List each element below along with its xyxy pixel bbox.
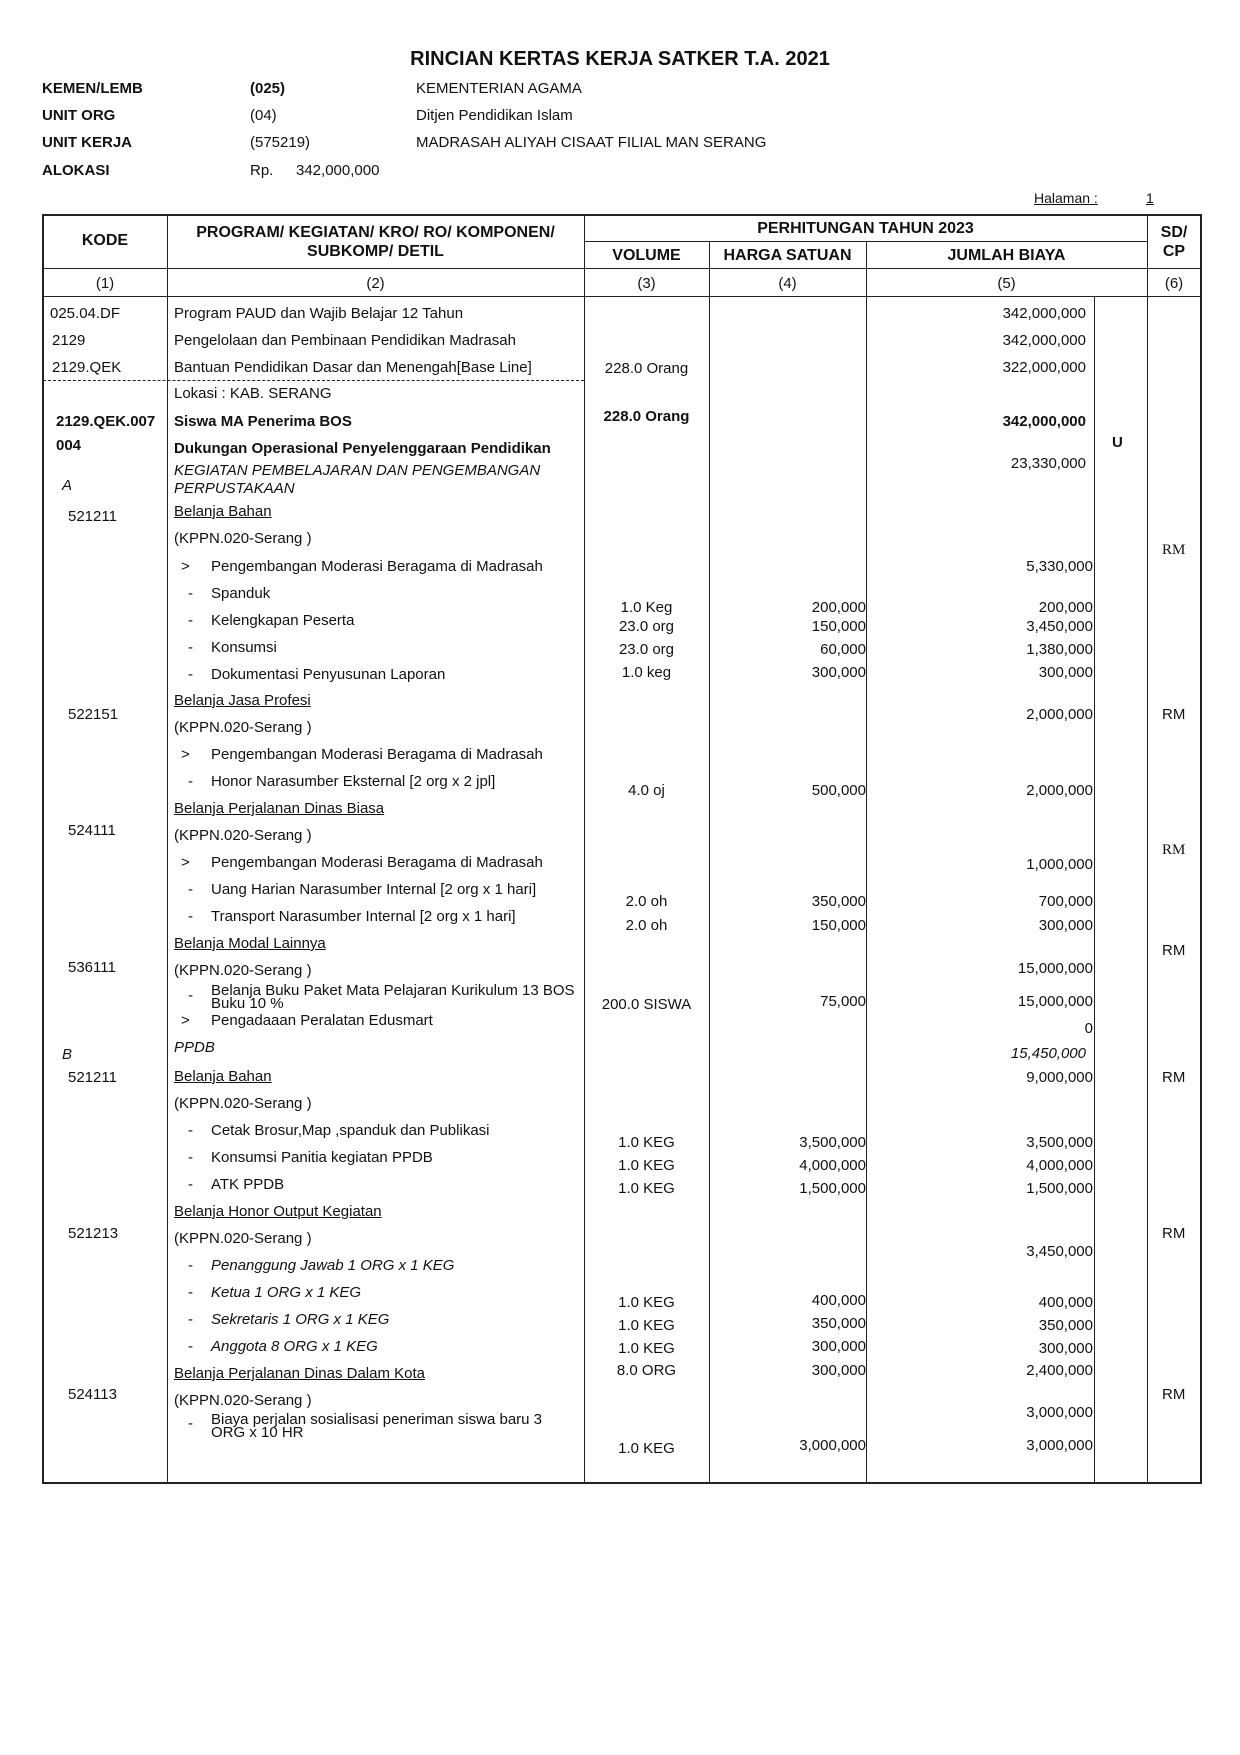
row-kode: 524111 <box>68 822 116 839</box>
row-jumlah: 700,000 <box>1038 893 1093 910</box>
header-jumlah: JUMLAH BIAYA <box>947 247 1066 264</box>
colnum-2: (2) <box>366 275 385 292</box>
row-volume: 23.0 org <box>618 641 675 658</box>
row-desc: Belanja Perjalanan Dinas Biasa <box>174 800 385 817</box>
kemen-name: KEMENTERIAN AGAMA <box>416 80 582 97</box>
row-jumlah: 3,000,000 <box>1026 1404 1093 1421</box>
row-desc: Konsumsi <box>211 639 277 656</box>
row-sd: RM <box>1162 842 1186 858</box>
row-harga: 400,000 <box>811 1292 866 1309</box>
row-volume: 1.0 KEG <box>618 1157 675 1174</box>
row-desc: PPDB <box>174 1039 215 1056</box>
row-desc: Kelengkapan Peserta <box>211 612 355 629</box>
row-jumlah: 300,000 <box>1038 917 1093 934</box>
row-mark: - <box>188 1338 193 1355</box>
row-desc-l2: ORG x 10 HR <box>211 1424 304 1441</box>
row-desc-l1: Belanja Buku Paket Mata Pelajaran Kurikulum 13 BOS <box>211 982 575 999</box>
row-mark: - <box>188 639 193 656</box>
header-perhitungan: PERHITUNGAN TAHUN 2023 <box>757 220 974 237</box>
row-jumlah: 300,000 <box>1038 664 1093 681</box>
row-desc: Transport Narasumber Internal [2 org x 1 hari] <box>211 908 516 925</box>
alokasi-value: 342,000,000 <box>296 162 380 179</box>
row-harga: 4,000,000 <box>799 1157 866 1174</box>
row-mark: > <box>181 746 190 763</box>
row-desc: (KPPN.020-Serang ) <box>174 827 312 844</box>
row-desc: Penanggung Jawab 1 ORG x 1 KEG <box>211 1257 455 1274</box>
row-jumlah: 300,000 <box>1038 1340 1093 1357</box>
row-desc: (KPPN.020-Serang ) <box>174 962 312 979</box>
row-volume: 1.0 KEG <box>618 1180 675 1197</box>
row-mark: > <box>181 854 190 871</box>
alokasi-currency: Rp. <box>250 162 274 179</box>
row-jumlah: 15,000,000 <box>1017 960 1093 977</box>
colnum-3: (3) <box>637 275 656 292</box>
row-desc-l1: Biaya perjalan sosialisasi peneriman siswa baru 3 <box>211 1411 543 1428</box>
row-mark: - <box>188 1176 193 1193</box>
row-desc: Honor Narasumber Eksternal [2 org x 2 jpl] <box>211 773 496 790</box>
row-volume: 1.0 KEG <box>618 1340 675 1357</box>
row-sd: RM <box>1162 1225 1186 1242</box>
row-mark: - <box>188 987 193 1004</box>
row-volume: 4.0 oj <box>628 782 665 799</box>
row-harga: 150,000 <box>811 618 866 635</box>
row-desc: Bantuan Pendidikan Dasar dan Menengah[Base Line] <box>174 359 532 376</box>
row-jumlah: 1,500,000 <box>1026 1180 1093 1197</box>
row-jumlah: 350,000 <box>1038 1317 1093 1334</box>
row-desc: Siswa MA Penerima BOS <box>174 413 352 430</box>
row-jumlah: 2,000,000 <box>1026 782 1093 799</box>
col-divider <box>1094 297 1095 1483</box>
row-jumlah: 1,000,000 <box>1026 856 1093 873</box>
row-harga: 75,000 <box>820 993 866 1010</box>
row-desc: Belanja Honor Output Kegiatan <box>174 1203 382 1220</box>
row-desc: Pengadaaan Peralatan Edusmart <box>211 1012 433 1029</box>
row-harga: 300,000 <box>811 1338 866 1355</box>
row-kode: B <box>62 1046 73 1063</box>
row-desc: Anggota 8 ORG x 1 KEG <box>211 1338 378 1355</box>
row-jumlah: 400,000 <box>1038 1294 1093 1311</box>
row-mark: - <box>188 773 193 790</box>
row-desc: Pengelolaan dan Pembinaan Pendidikan Madrasah <box>174 332 516 349</box>
unitkerja-code: (575219) <box>250 134 311 151</box>
col-divider <box>167 215 168 1483</box>
row-mark: - <box>188 612 193 629</box>
row-kode: 522151 <box>68 706 119 723</box>
header-program-l2: SUBKOMP/ DETIL <box>307 243 444 260</box>
row-desc: Lokasi : KAB. SERANG <box>174 385 332 402</box>
row-jumlah: 342,000,000 <box>1002 305 1086 322</box>
row-volume: 228.0 Orang <box>603 408 690 425</box>
row-desc: (KPPN.020-Serang ) <box>174 1392 312 1409</box>
row-mark: - <box>188 1415 193 1432</box>
row-mark: - <box>188 1284 193 1301</box>
row-desc: ATK PPDB <box>211 1176 285 1193</box>
row-mark: - <box>188 1257 193 1274</box>
row-desc: Dukungan Operasional Penyelenggaraan Pendidikan <box>174 440 551 457</box>
row-sd: RM <box>1162 542 1186 558</box>
row-jumlah: 9,000,000 <box>1026 1069 1093 1086</box>
row-desc: Program PAUD dan Wajib Belajar 12 Tahun <box>174 305 464 322</box>
header-program-l1: PROGRAM/ KEGIATAN/ KRO/ RO/ KOMPONEN/ <box>196 224 555 241</box>
unitkerja-name: MADRASAH ALIYAH CISAAT FILIAL MAN SERANG <box>416 134 767 151</box>
row-desc: Pengembangan Moderasi Beragama di Madrasah <box>211 854 543 871</box>
row-desc: Belanja Jasa Profesi <box>174 692 311 709</box>
kemen-label: KEMEN/LEMB <box>42 80 143 97</box>
row-kode: 521213 <box>68 1225 119 1242</box>
page-title: RINCIAN KERTAS KERJA SATKER T.A. 2021 <box>410 48 830 70</box>
row-volume: 228.0 Orang <box>604 360 689 377</box>
row-jumlah: 15,000,000 <box>1017 993 1093 1010</box>
row-sd: RM <box>1162 1069 1186 1086</box>
row-desc: Belanja Perjalanan Dinas Dalam Kota <box>174 1365 425 1382</box>
row-volume: 1.0 KEG <box>618 1440 675 1457</box>
row-kode: 025.04.DF <box>50 305 121 322</box>
row-volume: 8.0 ORG <box>616 1362 677 1379</box>
col-divider <box>1147 215 1148 1483</box>
alokasi-label: ALOKASI <box>42 162 110 179</box>
row-desc: Ketua 1 ORG x 1 KEG <box>211 1284 362 1301</box>
row-jumlah: 342,000,000 <box>1002 413 1086 430</box>
row-mark: - <box>188 1311 193 1328</box>
header-kode: KODE <box>81 232 129 249</box>
row-jumlah: 0 <box>1084 1020 1093 1037</box>
row-volume: 1.0 keg <box>621 664 672 681</box>
colnum-6: (6) <box>1164 275 1184 292</box>
row-jumlah: 23,330,000 <box>1010 455 1086 472</box>
row-harga: 1,500,000 <box>799 1180 866 1197</box>
row-desc: Cetak Brosur,Map ,spanduk dan Publikasi <box>211 1122 490 1139</box>
row-jumlah: 15,450,000 <box>1010 1045 1086 1062</box>
row-harga: 500,000 <box>811 782 866 799</box>
row-desc-l2: PERPUSTAKAAN <box>174 480 295 497</box>
row-desc: Pengembangan Moderasi Beragama di Madrasah <box>211 746 543 763</box>
page-label: Halaman : <box>1034 190 1098 206</box>
row-jumlah: 322,000,000 <box>1002 359 1086 376</box>
row-harga: 3,500,000 <box>799 1134 866 1151</box>
row-desc: Belanja Bahan <box>174 503 272 520</box>
row-kode: A <box>62 477 73 494</box>
row-mark: - <box>188 1149 193 1166</box>
row-volume: 1.0 Keg <box>620 599 673 616</box>
row-volume: 200.0 SISWA <box>601 996 692 1013</box>
row-harga: 150,000 <box>811 917 866 934</box>
page-number: 1 <box>1146 190 1154 206</box>
unitorg-name: Ditjen Pendidikan Islam <box>416 107 573 124</box>
row-jumlah: 2,400,000 <box>1026 1362 1093 1379</box>
row-desc-l2: Buku 10 % <box>211 995 284 1012</box>
header-sdcp-l2: CP <box>1162 243 1186 260</box>
row-jumlah: 342,000,000 <box>1002 332 1086 349</box>
row-harga: 350,000 <box>811 893 866 910</box>
row-desc: Uang Harian Narasumber Internal [2 org x 1 hari] <box>211 881 537 898</box>
row-volume: 1.0 KEG <box>618 1294 675 1311</box>
row-kode: 521211 <box>68 1069 117 1086</box>
unitorg-label: UNIT ORG <box>42 107 116 124</box>
row-volume: 2.0 oh <box>625 917 668 934</box>
colnum-4: (4) <box>778 275 797 292</box>
row-kode: 524113 <box>68 1386 117 1403</box>
row-sd: RM <box>1162 1386 1186 1403</box>
row-sd: RM <box>1162 706 1186 723</box>
row-volume: 1.0 KEG <box>618 1317 675 1334</box>
unitorg-code: (04) <box>250 107 277 124</box>
row-jumlah: 3,500,000 <box>1026 1134 1093 1151</box>
row-kode: 004 <box>56 437 82 454</box>
row-desc: Konsumsi Panitia kegiatan PPDB <box>211 1149 433 1166</box>
row-mark: - <box>188 1122 193 1139</box>
row-jumlah: 4,000,000 <box>1026 1157 1093 1174</box>
row-desc-l1: KEGIATAN PEMBELAJARAN DAN PENGEMBANGAN <box>174 462 541 479</box>
row-jumlah: 1,380,000 <box>1026 641 1093 658</box>
colnum-1: (1) <box>95 275 115 292</box>
row-harga: 300,000 <box>811 664 866 681</box>
row-harga: 200,000 <box>811 599 866 616</box>
row-kode: 2129.QEK.007 <box>56 413 156 430</box>
row-volume: 1.0 KEG <box>618 1134 675 1151</box>
kemen-code: (025) <box>250 80 286 97</box>
row-mark: - <box>188 908 193 925</box>
header-divider <box>584 241 1147 242</box>
header-divider <box>43 296 1201 297</box>
row-kode: 536111 <box>68 959 116 976</box>
row-harga: 300,000 <box>811 1362 866 1379</box>
row-kode: 2129.QEK <box>52 359 122 376</box>
row-flag: U <box>1112 434 1123 451</box>
row-harga: 3,000,000 <box>799 1437 866 1454</box>
row-jumlah: 3,450,000 <box>1026 618 1093 635</box>
row-mark: - <box>188 585 193 602</box>
row-desc: Belanja Modal Lainnya <box>174 935 326 952</box>
row-mark: - <box>188 881 193 898</box>
row-kode: 2129 <box>52 332 86 349</box>
header-harga: HARGA SATUAN <box>723 247 852 264</box>
row-jumlah: 200,000 <box>1038 599 1093 616</box>
row-desc: Dokumentasi Penyusunan Laporan <box>211 666 446 683</box>
row-desc: Pengembangan Moderasi Beragama di Madrasah <box>211 558 543 575</box>
row-desc: Sekretaris 1 ORG x 1 KEG <box>211 1311 390 1328</box>
unitkerja-label: UNIT KERJA <box>42 134 133 151</box>
row-mark: > <box>181 1012 190 1029</box>
row-jumlah: 3,450,000 <box>1026 1243 1093 1260</box>
header-volume: VOLUME <box>612 247 681 264</box>
header-divider <box>43 268 1201 269</box>
header-sdcp-l1: SD/ <box>1160 224 1188 241</box>
row-desc: (KPPN.020-Serang ) <box>174 1095 312 1112</box>
row-kode: 521211 <box>68 508 117 525</box>
row-desc: Belanja Bahan <box>174 1068 272 1085</box>
row-jumlah: 3,000,000 <box>1026 1437 1093 1454</box>
col-divider <box>866 241 867 1483</box>
row-volume: 2.0 oh <box>625 893 668 910</box>
row-harga: 60,000 <box>820 641 866 658</box>
col-divider <box>584 215 585 1483</box>
row-harga: 350,000 <box>811 1315 866 1332</box>
row-desc: Spanduk <box>211 585 271 602</box>
row-jumlah: 2,000,000 <box>1026 706 1093 723</box>
row-desc: (KPPN.020-Serang ) <box>174 1230 312 1247</box>
row-volume: 23.0 org <box>618 618 675 635</box>
row-mark: > <box>181 558 190 575</box>
row-desc: (KPPN.020-Serang ) <box>174 530 312 547</box>
row-mark: - <box>188 666 193 683</box>
colnum-5: (5) <box>997 275 1016 292</box>
dashed-separator <box>43 380 584 381</box>
row-sd: RM <box>1162 942 1186 959</box>
row-desc: (KPPN.020-Serang ) <box>174 719 312 736</box>
row-jumlah: 5,330,000 <box>1026 558 1093 575</box>
